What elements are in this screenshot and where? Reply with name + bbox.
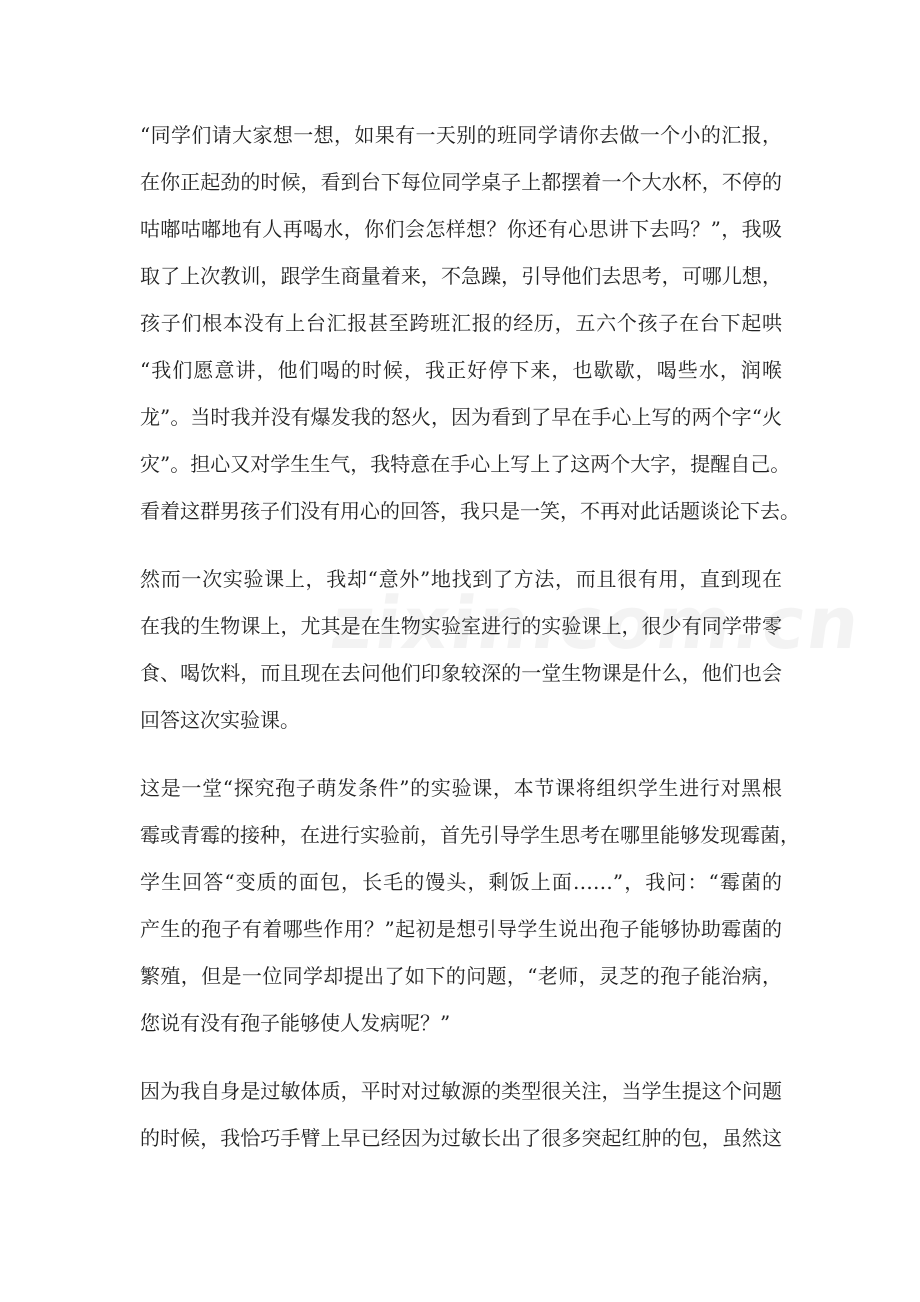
document-body xyxy=(140,112,800,1183)
text-line: 产生的孢子有着哪些作用？”起初是想引导学生说出孢子能够协助霉菌的 xyxy=(140,917,782,941)
text-line: 繁殖，但是一位同学却提出了如下的问题，“老师，灵芝的孢子能治病， xyxy=(140,964,782,988)
text-line: 在我的生物课上，尤其是在生物实验室进行的实验课上，很少有同学带零 xyxy=(140,614,782,638)
text-line: “同学们请大家想一想，如果有一天别的班同学请你去做一个小的汇报， xyxy=(140,123,782,147)
paragraph-3 xyxy=(140,765,800,1047)
text-line: 学生回答“变质的面包，长毛的馒头，剩饭上面……”，我问：“霉菌的 xyxy=(140,870,782,894)
paragraph-1 xyxy=(140,112,800,535)
text-line: 看着这群男孩子们没有用心的回答，我只是一笑，不再对此话题谈论下去。 xyxy=(140,499,800,523)
text-line: 的时候，我恰巧手臂上早已经因为过敏长出了很多突起红肿的包，虽然这 xyxy=(140,1126,782,1150)
text-line: 龙”。当时我并没有爆发我的怒火，因为看到了早在手心上写的两个字“火 xyxy=(140,405,782,429)
text-line: 在你正起劲的时候，看到台下每位同学桌子上都摆着一个大水杯，不停的 xyxy=(140,170,782,194)
text-line: 这是一堂“探究孢子萌发条件”的实验课，本节课将组织学生进行对黑根 xyxy=(140,776,782,800)
text-line: 灾”。担心又对学生生气，我特意在手心上写上了这两个大字，提醒自己。 xyxy=(140,452,791,476)
text-line: 食、喝饮料，而且现在去问他们印象较深的一堂生物课是什么，他们也会 xyxy=(140,661,782,685)
paragraph-4 xyxy=(140,1068,782,1162)
text-line: 然而一次实验课上，我却“意外”地找到了方法，而且很有用，直到现在 xyxy=(140,567,782,591)
text-line: 您说有没有孢子能够使人发病呢？” xyxy=(140,1011,451,1035)
text-line: 回答这次实验课。 xyxy=(140,708,300,732)
text-line: 孩子们根本没有上台汇报甚至跨班汇报的经历，五六个孩子在台下起哄 xyxy=(140,311,782,335)
text-line: 取了上次教训，跟学生商量着来，不急躁，引导他们去思考，可哪儿想， xyxy=(140,264,782,288)
text-line: 因为我自身是过敏体质，平时对过敏源的类型很关注，当学生提这个问题 xyxy=(140,1079,782,1103)
paragraph-2 xyxy=(140,556,782,744)
text-line: 霉或青霉的接种，在进行实验前，首先引导学生思考在哪里能够发现霉菌， xyxy=(140,823,800,847)
text-line: 咕嘟咕嘟地有人再喝水，你们会怎样想？你还有心思讲下去吗？”，我吸 xyxy=(140,217,782,241)
text-line: “我们愿意讲，他们喝的时候，我正好停下来，也歇歇，喝些水，润喉 xyxy=(140,358,782,382)
